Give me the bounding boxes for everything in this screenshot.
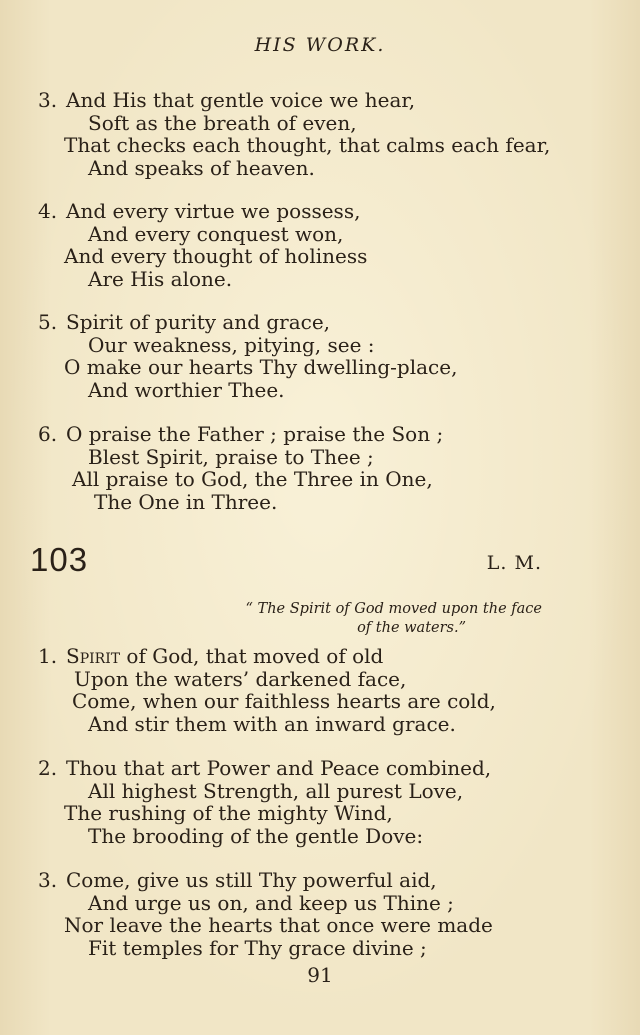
verse-line: Soft as the breath of even, [88,110,357,135]
hymn-verse-1 [38,645,496,735]
verse-line: And every conquest won, [88,221,344,246]
epigraph-line: of the waters.” [357,620,466,636]
verse-line: Fit temples for Thy grace divine ; [88,935,427,960]
verse-number: 4. [38,199,58,223]
verse-line: All praise to God, the Three in One, [72,467,433,491]
verse-number: 3. [38,868,58,892]
verse-4-prev [38,200,367,290]
epigraph-line: “ The Spirit of God moved upon the face [245,601,542,617]
verse-line: Come, give us still Thy powerful aid, [66,868,437,892]
verse-number: 2. [38,756,58,780]
verse-number: 3. [38,88,58,112]
verse-line: And stir them with an inward grace. [88,711,456,736]
verse-line: The rushing of the mighty Wind, [64,801,393,825]
verse-line: Are His alone. [88,266,233,291]
verse-3-prev [38,89,550,179]
page-number: 91 [307,963,333,987]
verse-line: Nor leave the hearts that once were made [64,913,493,937]
hymn-verse-3 [38,869,493,959]
verse-line: And every thought of holiness [64,244,368,268]
running-head: HIS WORK. [254,34,386,56]
verse-line: O make our hearts Thy dwelling-place, [64,355,458,379]
verse-number: 5. [38,310,58,334]
verse-line: The brooding of the gentle Dove: [88,823,424,848]
verse-number: 1. [38,644,58,668]
verse-line: O praise the Father ; praise the Son ; [66,422,444,446]
verse-line: All highest Strength, all purest Love, [88,778,464,803]
hymn-number: 103 [30,541,89,578]
verse-5-prev [38,311,457,401]
verse-line: That checks each thought, that calms each fear, [64,133,551,157]
verse-number: 6. [38,422,58,446]
hymn-meter: L. M. [486,552,542,574]
verse-line: Spirit of purity and grace, [66,310,331,334]
hymn-verse-2 [38,757,491,847]
verse-line: Come, when our faithless hearts are cold, [72,689,496,713]
verse-6-prev [38,423,443,513]
verse-line: Our weakness, pitying, see : [88,332,375,357]
verse-line: And worthier Thee. [88,377,285,402]
verse-line: And speaks of heaven. [88,155,315,180]
verse-line: And His that gentle voice we hear, [66,88,416,112]
verse-line: The One in Three. [94,489,278,514]
epigraph [202,600,542,638]
verse-line: And urge us on, and keep us Thine ; [88,890,454,915]
verse-first-word: Spirit [66,644,121,668]
verse-line: Upon the waters’ darkened face, [74,666,407,691]
verse-line: Thou that art Power and Peace combined, [66,756,492,780]
verse-line: Blest Spirit, praise to Thee ; [88,444,374,469]
verse-line: of God, that moved of old [120,644,384,668]
verse-line: And every virtue we possess, [66,199,361,223]
